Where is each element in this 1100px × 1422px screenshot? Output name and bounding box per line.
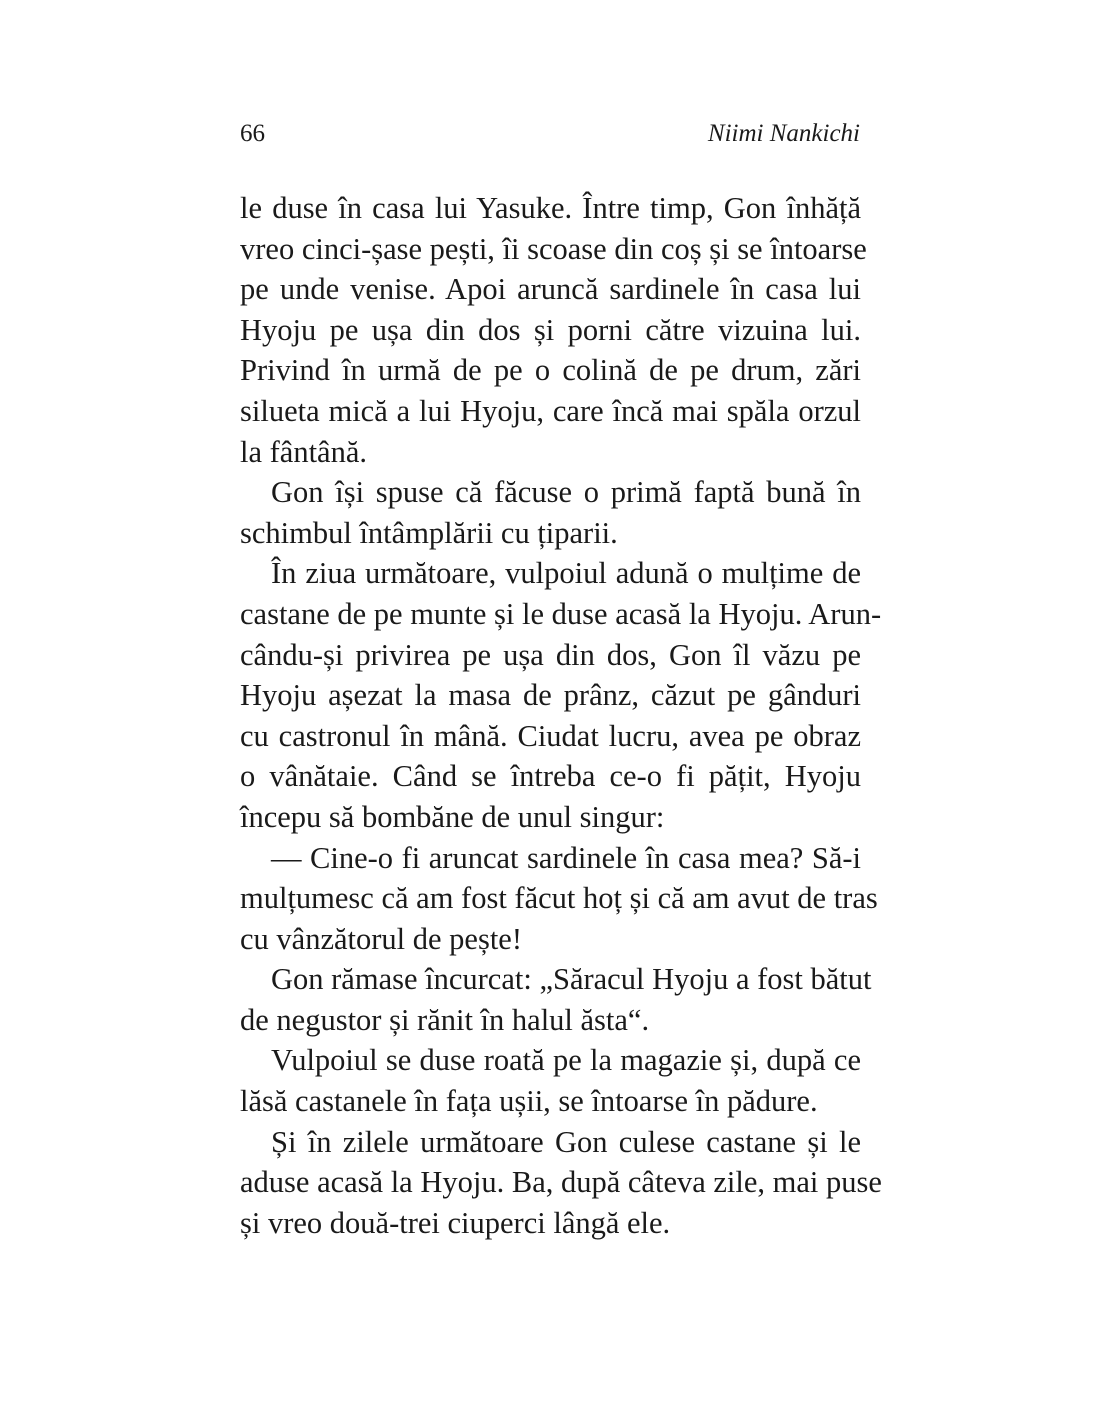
text-line: mulțumesc că am fost făcut hoț și că am avut de tras xyxy=(240,881,878,916)
running-header xyxy=(240,116,860,152)
text-line: de negustor și rănit în halul ăsta“. xyxy=(240,1002,650,1037)
text-line: Gon rămase încurcat: „Săracul Hyoju a fost bătut xyxy=(271,962,872,997)
running-title-author: Niimi Nankichi xyxy=(707,120,860,147)
text-line: aduse acasă la Hyoju. Ba, după câteva zile, mai puse xyxy=(240,1165,882,1200)
text-line: Hyoju așezat la masa de prânz, căzut pe gânduri xyxy=(240,678,861,713)
body-text xyxy=(240,188,882,1243)
text-line: silueta mică a lui Hyoju, care încă mai spăla orzul xyxy=(240,393,861,428)
text-line: pe unde venise. Apoi aruncă sardinele în casa lui xyxy=(240,272,861,307)
page-number: 66 xyxy=(240,120,265,147)
text-line: lăsă castanele în fața ușii, se întoarse în pădure. xyxy=(240,1084,818,1119)
text-line: schimbul întâmplării cu țiparii. xyxy=(240,515,618,550)
text-line: Vulpoiul se duse roată pe la magazie și, după ce xyxy=(271,1043,861,1078)
text-line: Hyoju pe ușa din dos și porni către vizuina lui. xyxy=(240,312,861,347)
text-line: vreo cinci-șase pești, îi scoase din coș și se întoarse xyxy=(240,231,867,266)
text-line: cu vânzătorul de pește! xyxy=(240,921,522,956)
text-line: și vreo două-trei ciuperci lângă ele. xyxy=(240,1205,671,1240)
text-line: o vânătaie. Când se întreba ce-o fi pățit, Hyoju xyxy=(240,759,861,794)
text-line: cu castronul în mână. Ciudat lucru, avea pe obraz xyxy=(240,718,861,753)
text-line: Privind în urmă de pe o colină de pe drum, zări xyxy=(240,353,861,388)
text-line: cându-și privirea pe ușa din dos, Gon îl văzu pe xyxy=(240,637,861,672)
text-line: Și în zilele următoare Gon culese castane și le xyxy=(271,1124,861,1159)
text-line: la fântână. xyxy=(240,434,368,469)
text-line: În ziua următoare, vulpoiul adună o mulțime de xyxy=(271,556,861,591)
text-line: începu să bombăne de unul singur: xyxy=(240,799,665,834)
text-line: le duse în casa lui Yasuke. Între timp, Gon înhăță xyxy=(240,191,861,225)
text-line: castane de pe munte și le duse acasă la Hyoju. Arun- xyxy=(240,596,882,631)
text-line: — Cine-o fi aruncat sardinele în casa mea? Să-i xyxy=(271,840,861,875)
text-line: Gon își spuse că făcuse o primă faptă bună în xyxy=(271,475,861,510)
